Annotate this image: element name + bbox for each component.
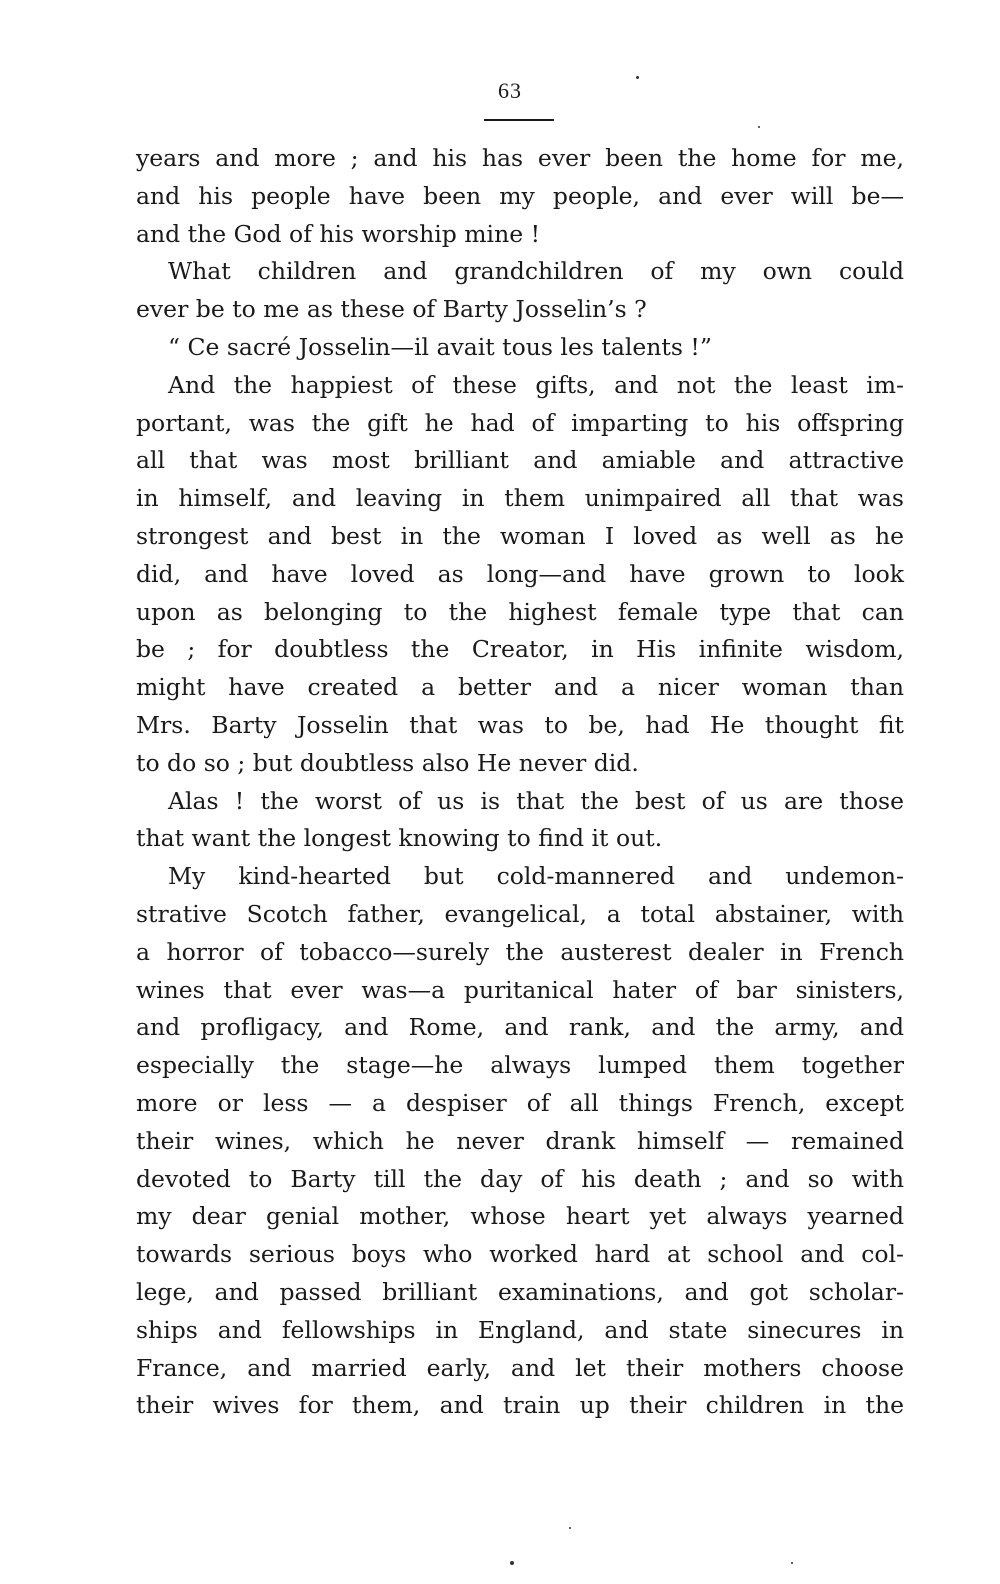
text-line: What children and grandchildren of my own could [168,257,904,286]
text-line: devoted to Barty till the day of his death ; and so with [136,1164,904,1193]
text-line: that want the longest knowing to find it out. [136,824,663,853]
text-line: ever be to me as these of Barty Josselin’s ? [136,295,647,324]
text-line: strative Scotch father, evangelical, a total abstainer, with [136,899,904,928]
print-speck [636,76,639,79]
text-line: and profligacy, and Rome, and rank, and the army, and [136,1013,904,1042]
text-line: My kind-hearted but cold-mannered and undemon- [168,862,904,891]
text-line: towards serious boys who worked hard at school and col- [136,1240,904,1269]
text-line: Alas ! the worst of us is that the best of us are those [168,786,904,815]
text-line: more or less — a despiser of all things French, except [136,1088,904,1117]
print-speck [569,1527,571,1529]
text-line: portant, was the gift he had of imparting to his offspring [136,408,904,437]
text-line: “ Ce sacré Josselin—il avait tous les talents !” [168,332,712,361]
text-line: their wives for them, and train up their children in the [136,1391,904,1420]
text-line: and his people have been my people, and ever will be— [136,181,904,210]
text-line: all that was most brilliant and amiable and attractive [136,446,904,475]
print-speck [510,1561,514,1565]
text-line: especially the stage—he always lumped them together [136,1051,904,1080]
text-line: Mrs. Barty Josselin that was to be, had He thought fit [136,710,904,739]
text-line: upon as belonging to the highest female type that can [136,597,904,626]
print-speck [758,126,760,128]
text-line: And the happiest of these gifts, and not the least im- [168,370,904,399]
text-line: my dear genial mother, whose heart yet always yearned [136,1202,904,1231]
text-line: lege, and passed brilliant examinations, and got scholar- [136,1277,904,1306]
page-number: 63 [498,78,522,103]
text-line: their wines, which he never drank himself — remained [136,1126,904,1155]
text-line: years and more ; and his has ever been the home for me, [136,144,904,172]
print-speck [791,1562,793,1564]
text-line: a horror of tobacco—surely the austerest dealer in French [136,937,904,966]
body-text [136,140,904,1425]
text-line: might have created a better and a nicer woman than [136,673,904,702]
page-number-rule [484,119,554,121]
text-line: to do so ; but doubtless also He never did. [136,748,639,777]
text-line: ships and fellowships in England, and state sinecures in [136,1315,904,1344]
text-line: and the God of his worship mine ! [136,219,541,248]
text-line: strongest and best in the woman I loved as well as he [136,521,904,550]
text-line: in himself, and leaving in them unimpaired all that was [136,484,904,513]
text-line: wines that ever was—a puritanical hater of bar sinisters, [136,975,904,1004]
text-line: France, and married early, and let their mothers choose [136,1353,904,1382]
text-line: be ; for doubtless the Creator, in His infinite wisdom, [136,635,904,664]
text-line: did, and have loved as long—and have grown to look [136,559,904,588]
